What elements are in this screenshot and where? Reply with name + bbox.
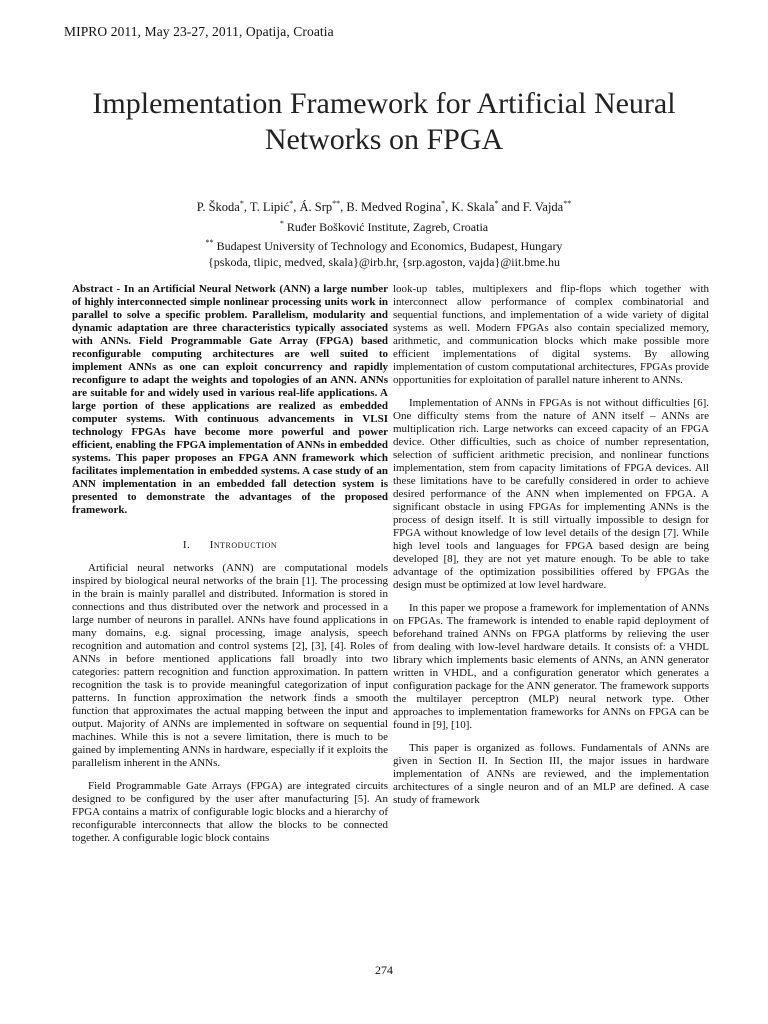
abstract: Abstract - In an Artificial Neural Network (ANN) a large number of highly interconnected simple nonlinear processing units work in parallel to solve a specific problem. Parallelism, modularity and dynamic adaptation are three characteristics typically associated with ANNs. Field Programmable Gate Array (FPGA) based reconfigurable computing architectures are well suited to implement ANNs as one can exploit concurrency and rapidly reconfigure to adapt the weights and topologies of an ANN. ANNs are suitable for and widely used in various real-life applications. A large portion of these applications are realized as embedded computer systems. With continuous advancements in VLSI technology FPGAs have become more powerful and power efficient, enabling the FPGA implementation of ANNs in embedded systems. This paper proposes an FPGA ANN framework which facilitates implementation in embedded systems. A case study of an ANN implementation in an embedded fall detection system is presented to demonstrate the advantages of the proposed framework.: [72, 283, 388, 516]
section-heading-introduction: [72, 539, 388, 552]
affiliation-2: ** Budapest University of Technology and Economics, Budapest, Hungary: [205, 238, 563, 254]
conference-header: MIPRO 2011, May 23-27, 2011, Opatija, Croatia: [64, 24, 334, 39]
paragraph: Implementation of ANNs in FPGAs is not without difficulties [6]. One difficulty stems from the nature of ANN itself – ANNs are multiplication rich. Large networks can exceed capacity of an FPGA device. Other difficulties, such as choice of number representation, selection of sufficient arithmetic precision, and nonlinear functions implementation, stem from capacity limitations of FPGA devices. All these limitations have to be carefully considered in order to achieve desired performance of the ANN when implemented on FPGA. A significant obstacle in using FPGAs for implementing ANNs is the process of design itself. It is still virtually impossible to design for FPGA without knowledge of low level details of the design [7]. While high level tools and languages for FPGA based design are being developed [8], they are not yet mature enough. To be able to take advantage of the optimization possibilities offered by FPGAs the design must be optimized at low level hardware.: [393, 397, 709, 591]
page-number: 274: [375, 963, 393, 977]
paragraph: Artificial neural networks (ANN) are computational models inspired by biological neural networks of the brain [1]. The processing in the brain is mainly parallel and distributed. Information is stored in connections and thus distributed over the network and processed in a large number of neurons in parallel. ANNs have found applications in many domains, e.g. signal processing, image analysis, speech recognition and automation and control systems [2], [3], [4]. Roles of ANNs in before mentioned applications fall broadly into two categories: pattern recognition and function approximation. In pattern recognition the task is to provide meaningful categorization of input patterns. In function approximation the network finds a smooth function that approximates the actual mapping between the input and output. Majority of ANNs are implemented in software on sequential machines. While this is not a severe limitation, there is much to be gained by implementing ANNs in hardware, especially if it exploits the parallelism inherent in the ANNs.: [72, 562, 388, 769]
title-line-2: Networks on FPGA: [264, 123, 504, 156]
author-emails: {pskoda, tlipic, medved, skala}@irb.hr, {srp.agoston, vajda}@iit.bme.hu: [208, 255, 560, 270]
author-names: P. Škoda*, T. Lipić*, Á. Srp**, B. Medved Rogina*, K. Skala* and F. Vajda**: [196, 199, 572, 215]
section-number: I.: [182, 539, 191, 551]
author-block: [40, 195, 728, 270]
section-title: Introduction: [209, 539, 278, 551]
paper-title: [40, 86, 728, 158]
paragraph: Field Programmable Gate Arrays (FPGA) are integrated circuits designed to be configured by the user after manufacturing [5]. An FPGA contains a matrix of configurable logic blocks and a hierarchy of reconfigurable interconnects that allow the blocks to be connected together. A configurable logic block contains: [72, 780, 388, 844]
title-line-1: Implementation Framework for Artificial Neural: [92, 87, 676, 120]
paragraph: In this paper we propose a framework for implementation of ANNs on FPGAs. The framework is intended to enable rapid deployment of beforehand trained ANNs on FPGA platforms by relieving the user from dealing with low-level hardware details. It consists of: a VHDL library which implements basic elements of ANNs, an ANN generator written in VHDL, and a configuration generator which generates a configuration package for the ANN generator. The framework supports the multilayer perceptron (MLP) neural network type. Other approaches to implementation frameworks for ANNs on FPGA can be found in [9], [10].: [393, 602, 709, 731]
affiliation-1: * Ruđer Bošković Institute, Zagreb, Croatia: [279, 219, 489, 235]
paragraph: look-up tables, multiplexers and flip-flops which together with interconnect allow performance of complex combinatorial and sequential functions, and implementation of a wide variety of digital systems as well. Modern FPGAs also contain specialized memory, arithmetic, and communication blocks which make possible more efficient implementations of digital systems. By allowing implementation of custom computational architectures, FPGAs provide opportunities for exploitation of parallel nature inherent to ANNs.: [393, 283, 709, 386]
paragraph: This paper is organized as follows. Fundamentals of ANNs are given in Section II. In Section III, the major issues in hardware implementation of ANNs are reviewed, and the implementation architectures of a single neuron and of an MLP are defined. A case study of framework: [393, 742, 709, 806]
left-column: [72, 283, 388, 855]
right-column: [393, 283, 709, 817]
